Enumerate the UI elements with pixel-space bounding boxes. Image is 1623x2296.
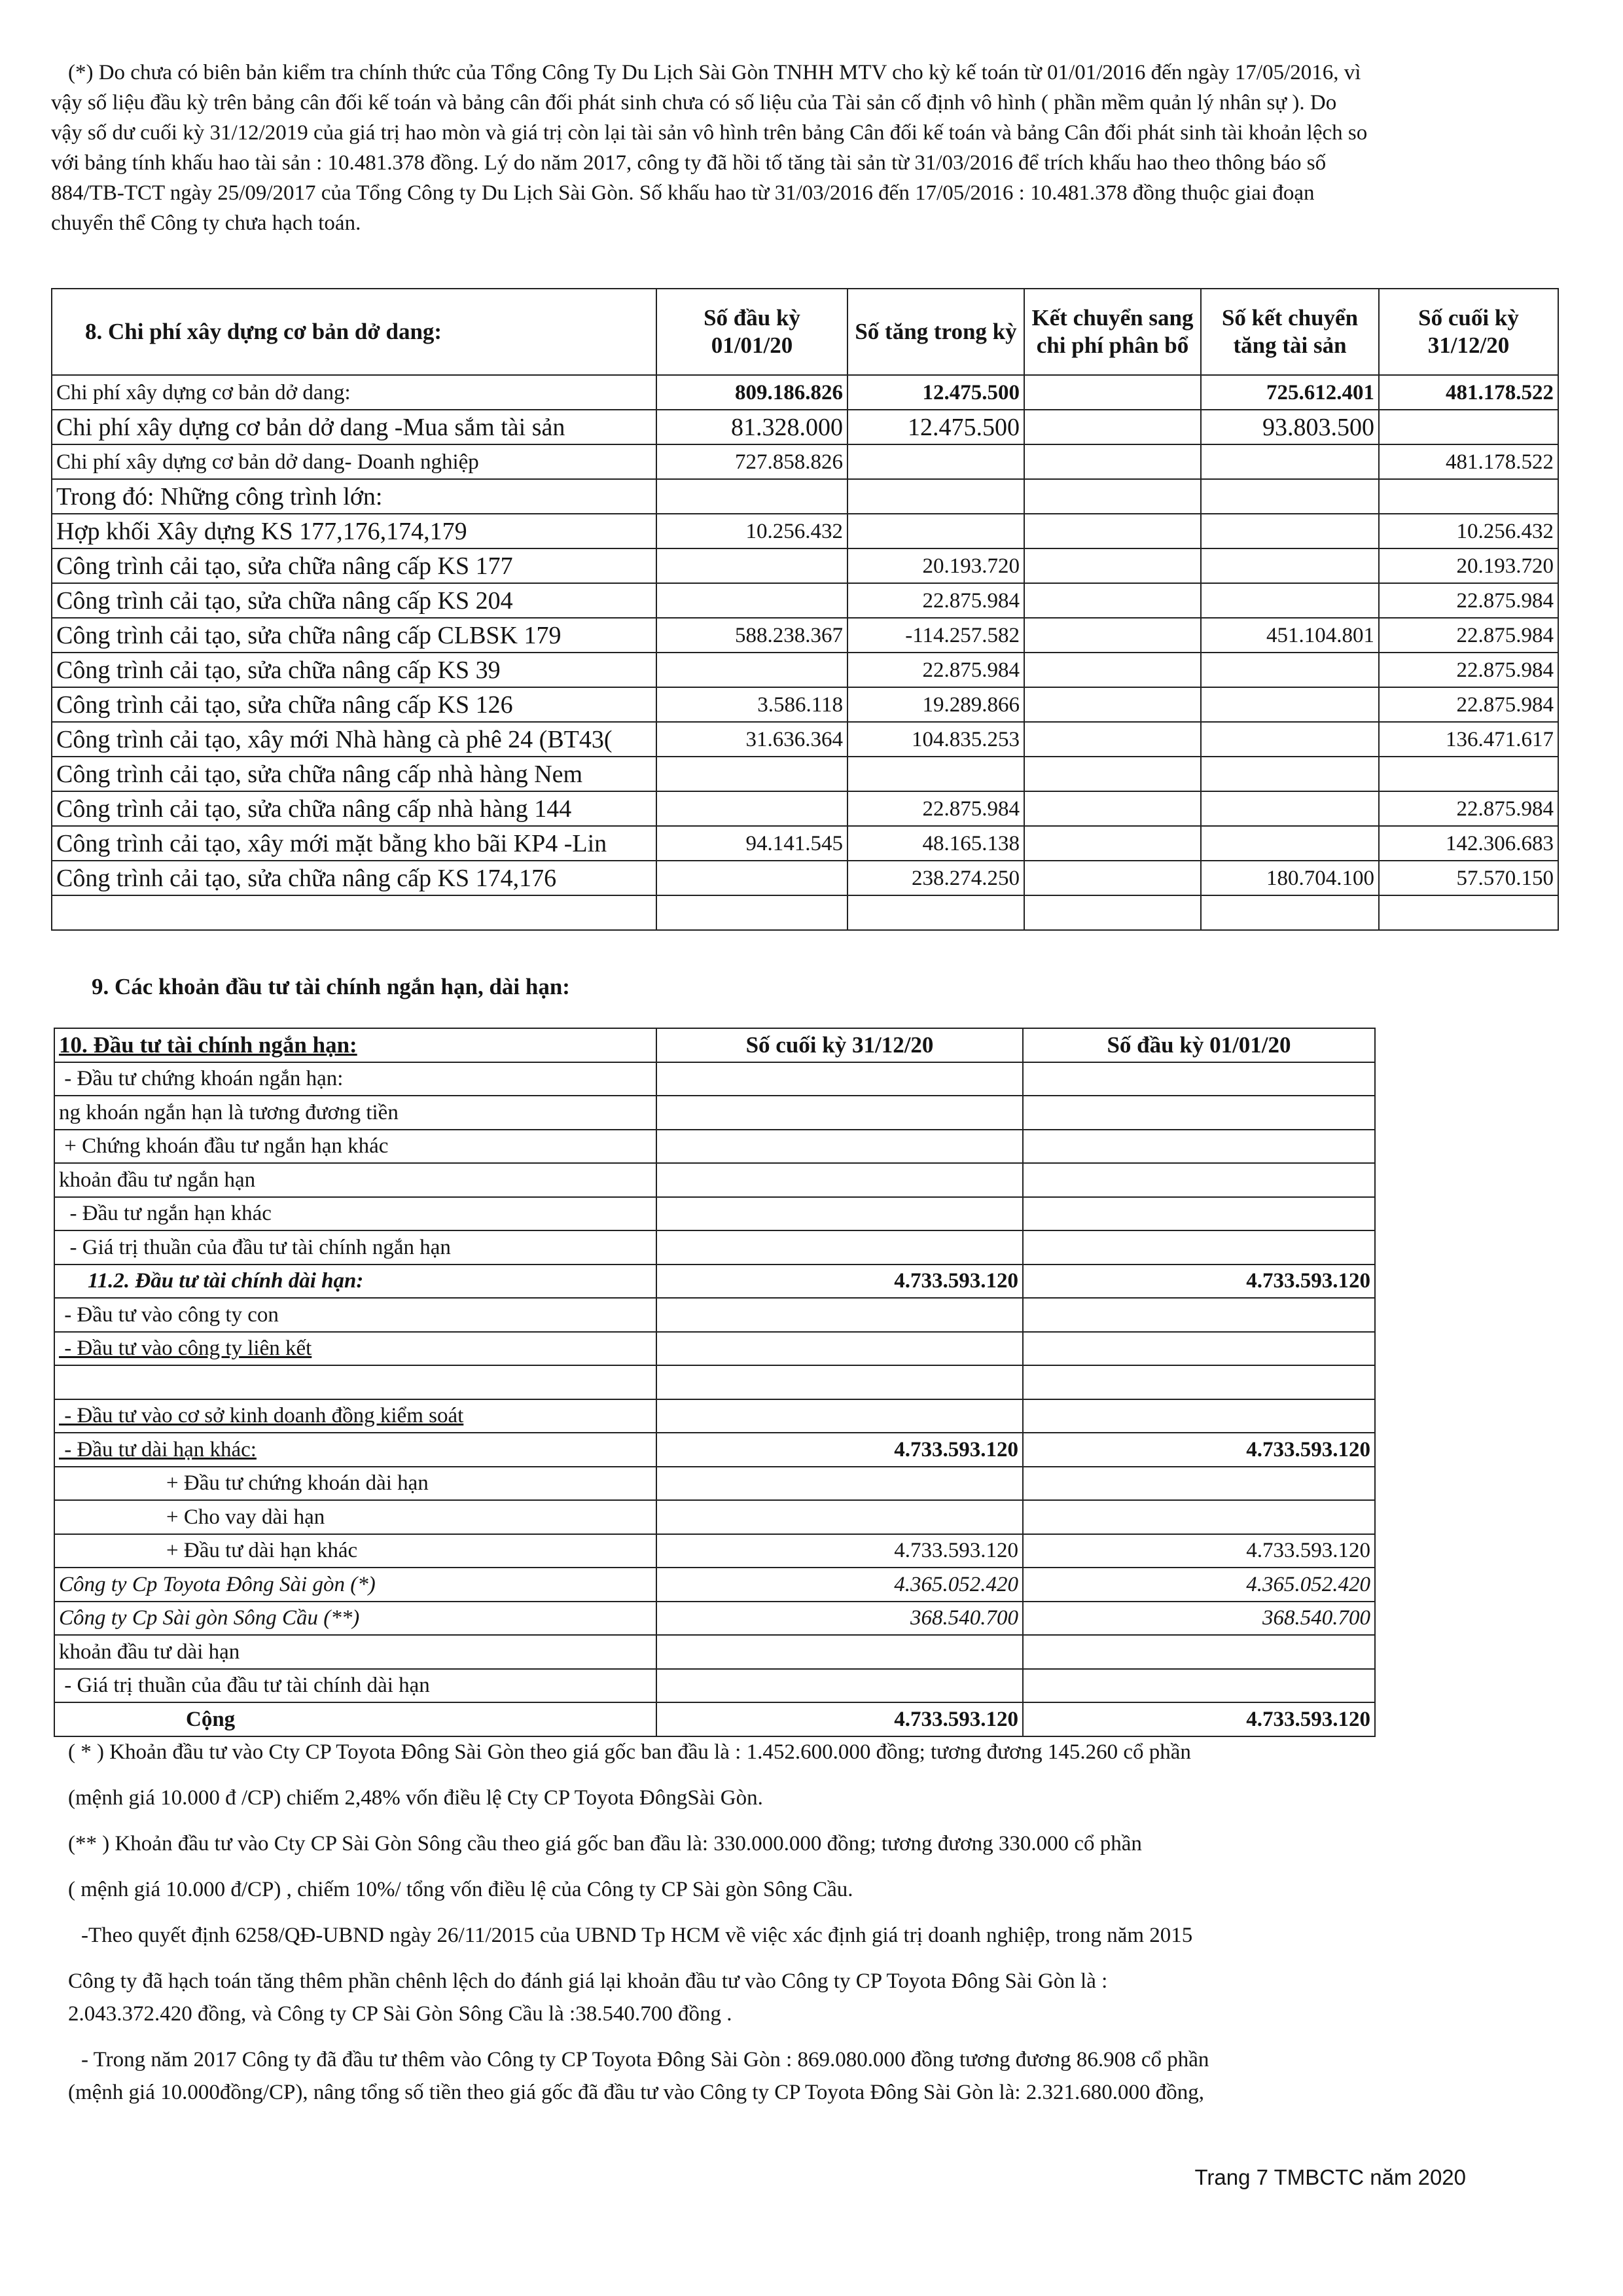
cell-end [656,1399,1023,1433]
row-label: + Đầu tư chứng khoán dài hạn [54,1467,656,1501]
row-label: Công trình cải tạo, sửa chữa nâng cấp KS 174,176 [52,861,656,895]
note-line: 2.043.372.420 đồng, và Công ty CP Sài Gòn Sông Cầu là :38.540.700 đồng . [68,2002,732,2026]
table-row [54,1467,1375,1501]
cell-begin [1023,1230,1375,1265]
column-header: Số đầu kỳ 01/01/20 [1023,1028,1375,1062]
intro-line: với bảng tính khấu hao tài sản : 10.481.378 đồng. Lý do năm 2017, công ty đã hồi tố tăng tài sản từ 31/03/2016 để trích khấu hao theo thông báo số [51,151,1327,175]
cell-begin: 4.733.593.120 [1023,1265,1375,1299]
section-9-heading: 9. Các khoản đầu tư tài chính ngắn hạn, dài hạn: [92,974,570,999]
table-row [54,1602,1375,1636]
cell-begin [1023,1365,1375,1399]
note-line: ( mệnh giá 10.000 đ/CP) , chiếm 10%/ tổng vốn điều lệ của Công ty CP Sài gòn Sông Cầu. [68,1878,853,1901]
cell-end: 481.178.522 [1379,444,1558,479]
table-row [52,514,1558,548]
row-label: Hợp khối Xây dựng KS 177,176,174,179 [52,514,656,548]
row-label: Công trình cải tạo, sửa chữa nâng cấp nhà hàng Nem [52,757,656,791]
row-label: - Đầu tư ngắn hạn khác [54,1197,656,1231]
cell-increase [847,757,1024,791]
cell-to-expense [1024,687,1201,722]
cell-begin [656,548,847,583]
table-row [52,861,1558,895]
cell-begin [1023,1399,1375,1433]
row-label: Công ty Cp Sài gòn Sông Cầu (**) [54,1602,656,1636]
cell-to-expense [1024,653,1201,687]
table-row [52,444,1558,479]
cell-begin [1023,1298,1375,1332]
cell-begin [1023,1635,1375,1669]
note-line: (mệnh giá 10.000 đ /CP) chiếm 2,48% vốn điều lệ Cty CP Toyota ĐôngSài Gòn. [68,1786,763,1810]
cell-begin: 588.238.367 [656,618,847,653]
cell-increase: 22.875.984 [847,653,1024,687]
cell-to-expense [1024,410,1201,444]
cell-end: 4.733.593.120 [656,1433,1023,1467]
cell-to-expense [1024,826,1201,861]
cell-begin [1023,1062,1375,1096]
cell-begin [656,653,847,687]
table-row [52,583,1558,618]
cell-to-asset [1201,687,1379,722]
cell-increase: 12.475.500 [847,375,1024,410]
row-label: + Cho vay dài hạn [54,1500,656,1534]
cell-to-expense [1024,861,1201,895]
cell-begin: 3.586.118 [656,687,847,722]
cell-to-expense [1024,757,1201,791]
cell-to-asset [1201,653,1379,687]
table-row [54,1332,1375,1366]
row-label: - Giá trị thuần của đầu tư tài chính dài hạn [54,1669,656,1703]
cell-end: 22.875.984 [1379,791,1558,826]
cell-increase [847,514,1024,548]
column-header: Số cuối kỳ 31/12/20 [1379,289,1558,375]
notes-block [68,1737,1573,2108]
cell-begin [1023,1197,1375,1231]
row-label: - Đầu tư vào cơ sở kinh doanh đồng kiểm soát [54,1399,656,1433]
row-label: Công trình cải tạo, sửa chữa nâng cấp CLBSK 179 [52,618,656,653]
cell-to-asset: 451.104.801 [1201,618,1379,653]
construction-in-progress-table [51,288,1559,931]
cell-to-asset: 180.704.100 [1201,861,1379,895]
cell-end [656,1130,1023,1164]
cell-begin: 10.256.432 [656,514,847,548]
table-row [54,1163,1375,1197]
cell-increase: 48.165.138 [847,826,1024,861]
note-line: ( * ) Khoản đầu tư vào Cty CP Toyota Đông Sài Gòn theo giá gốc ban đầu là : 1.452.600.000 đồng; tương đương 145.260 cổ phần [68,1740,1191,1764]
cell-end [656,1298,1023,1332]
table-row [54,1702,1375,1736]
column-header: Số đầu kỳ 01/01/20 [656,289,847,375]
cell-end [656,1365,1023,1399]
cell-to-expense [1024,375,1201,410]
table-row [54,1096,1375,1130]
row-label: - Giá trị thuần của đầu tư tài chính ngắn hạn [54,1230,656,1265]
cell-begin: 4.365.052.420 [1023,1568,1375,1602]
cell-end [1379,410,1558,444]
cell-begin [1023,1500,1375,1534]
table-row [52,826,1558,861]
cell-begin [1023,1669,1375,1703]
table-row [52,722,1558,757]
note-line: -Theo quyết định 6258/QĐ-UBND ngày 26/11/2015 của UBND Tp HCM về việc xác định giá trị doanh nghiệp, trong năm 2015 [81,1924,1193,1947]
cell-end: 368.540.700 [656,1602,1023,1636]
column-header: 8. Chi phí xây dựng cơ bản dở dang: [52,289,656,375]
cell-end: 22.875.984 [1379,687,1558,722]
table-row [52,479,1558,514]
table-row [54,1669,1375,1703]
table-header-row [52,289,1558,375]
table-row [54,1399,1375,1433]
row-label: Công trình cải tạo, sửa chữa nâng cấp KS 204 [52,583,656,618]
column-header: Số tăng trong kỳ [847,289,1024,375]
row-label: Công trình cải tạo, xây mới mặt bằng kho bãi KP4 -Lin [52,826,656,861]
note-line: Công ty đã hạch toán tăng thêm phần chênh lệch do đánh giá lại khoản đầu tư vào Công ty CP Toyota Đông Sài Gòn là : [68,1969,1108,1993]
cell-begin: 81.328.000 [656,410,847,444]
cell-end: 4.733.593.120 [656,1265,1023,1299]
note-line: (mệnh giá 10.000đồng/CP), nâng tổng số tiền theo giá gốc đã đầu tư vào Công ty CP Toyota Đông Sài Gòn là: 2.321.680.000 đồng, [68,2081,1205,2104]
cell-to-asset [1201,479,1379,514]
cell-begin [656,583,847,618]
cell-end [1379,757,1558,791]
table-row [54,1265,1375,1299]
cell-increase: 104.835.253 [847,722,1024,757]
cell-to-asset [1201,826,1379,861]
cell-begin: 368.540.700 [1023,1602,1375,1636]
cell-end [656,1467,1023,1501]
row-label [52,895,656,930]
cell-to-asset: 725.612.401 [1201,375,1379,410]
row-label: Chi phí xây dựng cơ bản dở dang -Mua sắm tài sản [52,410,656,444]
cell-end: 4.365.052.420 [656,1568,1023,1602]
cell-end [656,1197,1023,1231]
cell-begin [656,791,847,826]
cell-begin [1023,1332,1375,1366]
cell-end: 20.193.720 [1379,548,1558,583]
intro-paragraph [51,58,1576,238]
cell-to-asset [1201,583,1379,618]
table-row [52,375,1558,410]
row-label: Công trình cải tạo, sửa chữa nâng cấp nhà hàng 144 [52,791,656,826]
cell-end: 142.306.683 [1379,826,1558,861]
cell-end [1379,479,1558,514]
table-row [52,410,1558,444]
row-label: Công trình cải tạo, xây mới Nhà hàng cà phê 24 (BT43( [52,722,656,757]
row-label: ng khoán ngắn hạn là tương đương tiền [54,1096,656,1130]
page-footer: Trang 7 TMBCTC năm 2020 [1194,2165,1466,2189]
cell-begin [656,861,847,895]
cell-to-expense [1024,548,1201,583]
row-label: - Đầu tư vào công ty con [54,1298,656,1332]
cell-end: 10.256.432 [1379,514,1558,548]
cell-begin: 727.858.826 [656,444,847,479]
cell-end: 4.733.593.120 [656,1702,1023,1736]
row-label [54,1365,656,1399]
cell-to-asset: 93.803.500 [1201,410,1379,444]
cell-increase [847,444,1024,479]
cell-end [656,1635,1023,1669]
financial-investment-table [54,1028,1376,1737]
cell-end: 22.875.984 [1379,583,1558,618]
row-label: Công ty Cp Toyota Đông Sài gòn (*) [54,1568,656,1602]
cell-to-asset [1201,722,1379,757]
table-row [52,757,1558,791]
column-header: 10. Đầu tư tài chính ngắn hạn: [54,1028,656,1062]
cell-increase: 12.475.500 [847,410,1024,444]
cell-to-expense [1024,583,1201,618]
column-header: Số kết chuyển tăng tài sản [1201,289,1379,375]
table-row [52,548,1558,583]
table-row [52,653,1558,687]
cell-begin [1023,1467,1375,1501]
cell-begin [1023,1163,1375,1197]
cell-end: 22.875.984 [1379,653,1558,687]
row-label: - Đầu tư vào công ty liên kết [54,1332,656,1366]
row-label: + Đầu tư dài hạn khác [54,1534,656,1568]
row-label: Trong đó: Những công trình lớn: [52,479,656,514]
cell-end [656,1500,1023,1534]
cell-end: 136.471.617 [1379,722,1558,757]
cell-end [1379,895,1558,930]
cell-end: 481.178.522 [1379,375,1558,410]
table-row [54,1365,1375,1399]
intro-line: 884/TB-TCT ngày 25/09/2017 của Tổng Công ty Du Lịch Sài Gòn. Số khấu hao từ 31/03/2016 đến 17/05/2016 : 10.481.378 đồng thuộc giai đoạn [51,181,1315,205]
cell-increase: 22.875.984 [847,791,1024,826]
cell-begin [656,479,847,514]
cell-increase [847,895,1024,930]
cell-end [656,1669,1023,1703]
cell-end [656,1230,1023,1265]
cell-begin: 4.733.593.120 [1023,1534,1375,1568]
cell-increase: -114.257.582 [847,618,1024,653]
cell-begin: 809.186.826 [656,375,847,410]
cell-end [656,1163,1023,1197]
column-header: Số cuối kỳ 31/12/20 [656,1028,1023,1062]
note-line: - Trong năm 2017 Công ty đã đầu tư thêm vào Công ty CP Toyota Đông Sài Gòn : 869.080.000 đồng tương đương 86.908 cổ phần [81,2048,1209,2072]
cell-to-expense [1024,895,1201,930]
cell-to-asset [1201,791,1379,826]
row-label: - Đầu tư chứng khoán ngắn hạn: [54,1062,656,1096]
cell-begin [656,895,847,930]
row-label: khoản đầu tư ngắn hạn [54,1163,656,1197]
row-label: Công trình cải tạo, sửa chữa nâng cấp KS 126 [52,687,656,722]
cell-to-expense [1024,722,1201,757]
cell-to-expense [1024,791,1201,826]
table-row [54,1197,1375,1231]
cell-increase [847,479,1024,514]
row-label: Công trình cải tạo, sửa chữa nâng cấp KS 177 [52,548,656,583]
cell-begin: 31.636.364 [656,722,847,757]
cell-begin [1023,1096,1375,1130]
cell-begin: 4.733.593.120 [1023,1702,1375,1736]
table-header-row [54,1028,1375,1062]
cell-begin: 94.141.545 [656,826,847,861]
row-label: Chi phí xây dựng cơ bản dở dang- Doanh nghiệp [52,444,656,479]
cell-to-expense [1024,514,1201,548]
row-label: - Đầu tư dài hạn khác: [54,1433,656,1467]
table-row [54,1433,1375,1467]
cell-increase: 20.193.720 [847,548,1024,583]
cell-to-asset [1201,444,1379,479]
row-label: khoản đầu tư dài hạn [54,1635,656,1669]
intro-line: vậy số liệu đầu kỳ trên bảng cân đối kế toán và bảng cân đối phát sinh chưa có số liệu của Tài sản cố định vô hình ( phần mềm quản lý nhân sự ). Do [51,91,1337,115]
row-label: 11.2. Đầu tư tài chính dài hạn: [54,1265,656,1299]
cell-end: 57.570.150 [1379,861,1558,895]
row-label: + Chứng khoán đầu tư ngắn hạn khác [54,1130,656,1164]
intro-line: chuyển thể Công ty chưa hạch toán. [51,211,361,235]
cell-begin [656,757,847,791]
cell-increase: 19.289.866 [847,687,1024,722]
table-row [52,895,1558,930]
cell-to-asset [1201,514,1379,548]
column-header: Kết chuyển sang chi phí phân bổ [1024,289,1201,375]
table-row [54,1635,1375,1669]
table-row [54,1298,1375,1332]
note-line: (** ) Khoản đầu tư vào Cty CP Sài Gòn Sông cầu theo giá gốc ban đầu là: 330.000.000 đồng; tương đương 330.000 cổ phần [68,1832,1142,1856]
table-row [54,1534,1375,1568]
table-row [54,1230,1375,1265]
table-row [54,1130,1375,1164]
cell-end: 22.875.984 [1379,618,1558,653]
cell-increase: 238.274.250 [847,861,1024,895]
cell-to-asset [1201,548,1379,583]
table-row [52,791,1558,826]
table-row [52,618,1558,653]
table-row [52,687,1558,722]
cell-end [656,1096,1023,1130]
cell-begin [1023,1130,1375,1164]
table-row [54,1568,1375,1602]
row-label: Cộng [54,1702,656,1736]
cell-to-expense [1024,444,1201,479]
cell-increase: 22.875.984 [847,583,1024,618]
intro-line: vậy số dư cuối kỳ 31/12/2019 của giá trị hao mòn và giá trị còn lại tài sản vô hình trên bảng Cân đối kế toán và bảng Cân đối phát sinh tài khoản lệch so [51,121,1368,145]
intro-line: (*) Do chưa có biên bản kiểm tra chính thức của Tổng Công Ty Du Lịch Sài Gòn TNHH MTV cho kỳ kế toán từ 01/01/2016 đến ngày 17/05/2016, vì [68,61,1361,84]
cell-end [656,1332,1023,1366]
cell-to-expense [1024,618,1201,653]
row-label: Công trình cải tạo, sửa chữa nâng cấp KS 39 [52,653,656,687]
cell-begin: 4.733.593.120 [1023,1433,1375,1467]
cell-to-expense [1024,479,1201,514]
cell-to-asset [1201,895,1379,930]
row-label: Chi phí xây dựng cơ bản dở dang: [52,375,656,410]
table-row [54,1500,1375,1534]
table-row [54,1062,1375,1096]
cell-end [656,1062,1023,1096]
cell-to-asset [1201,757,1379,791]
cell-end: 4.733.593.120 [656,1534,1023,1568]
